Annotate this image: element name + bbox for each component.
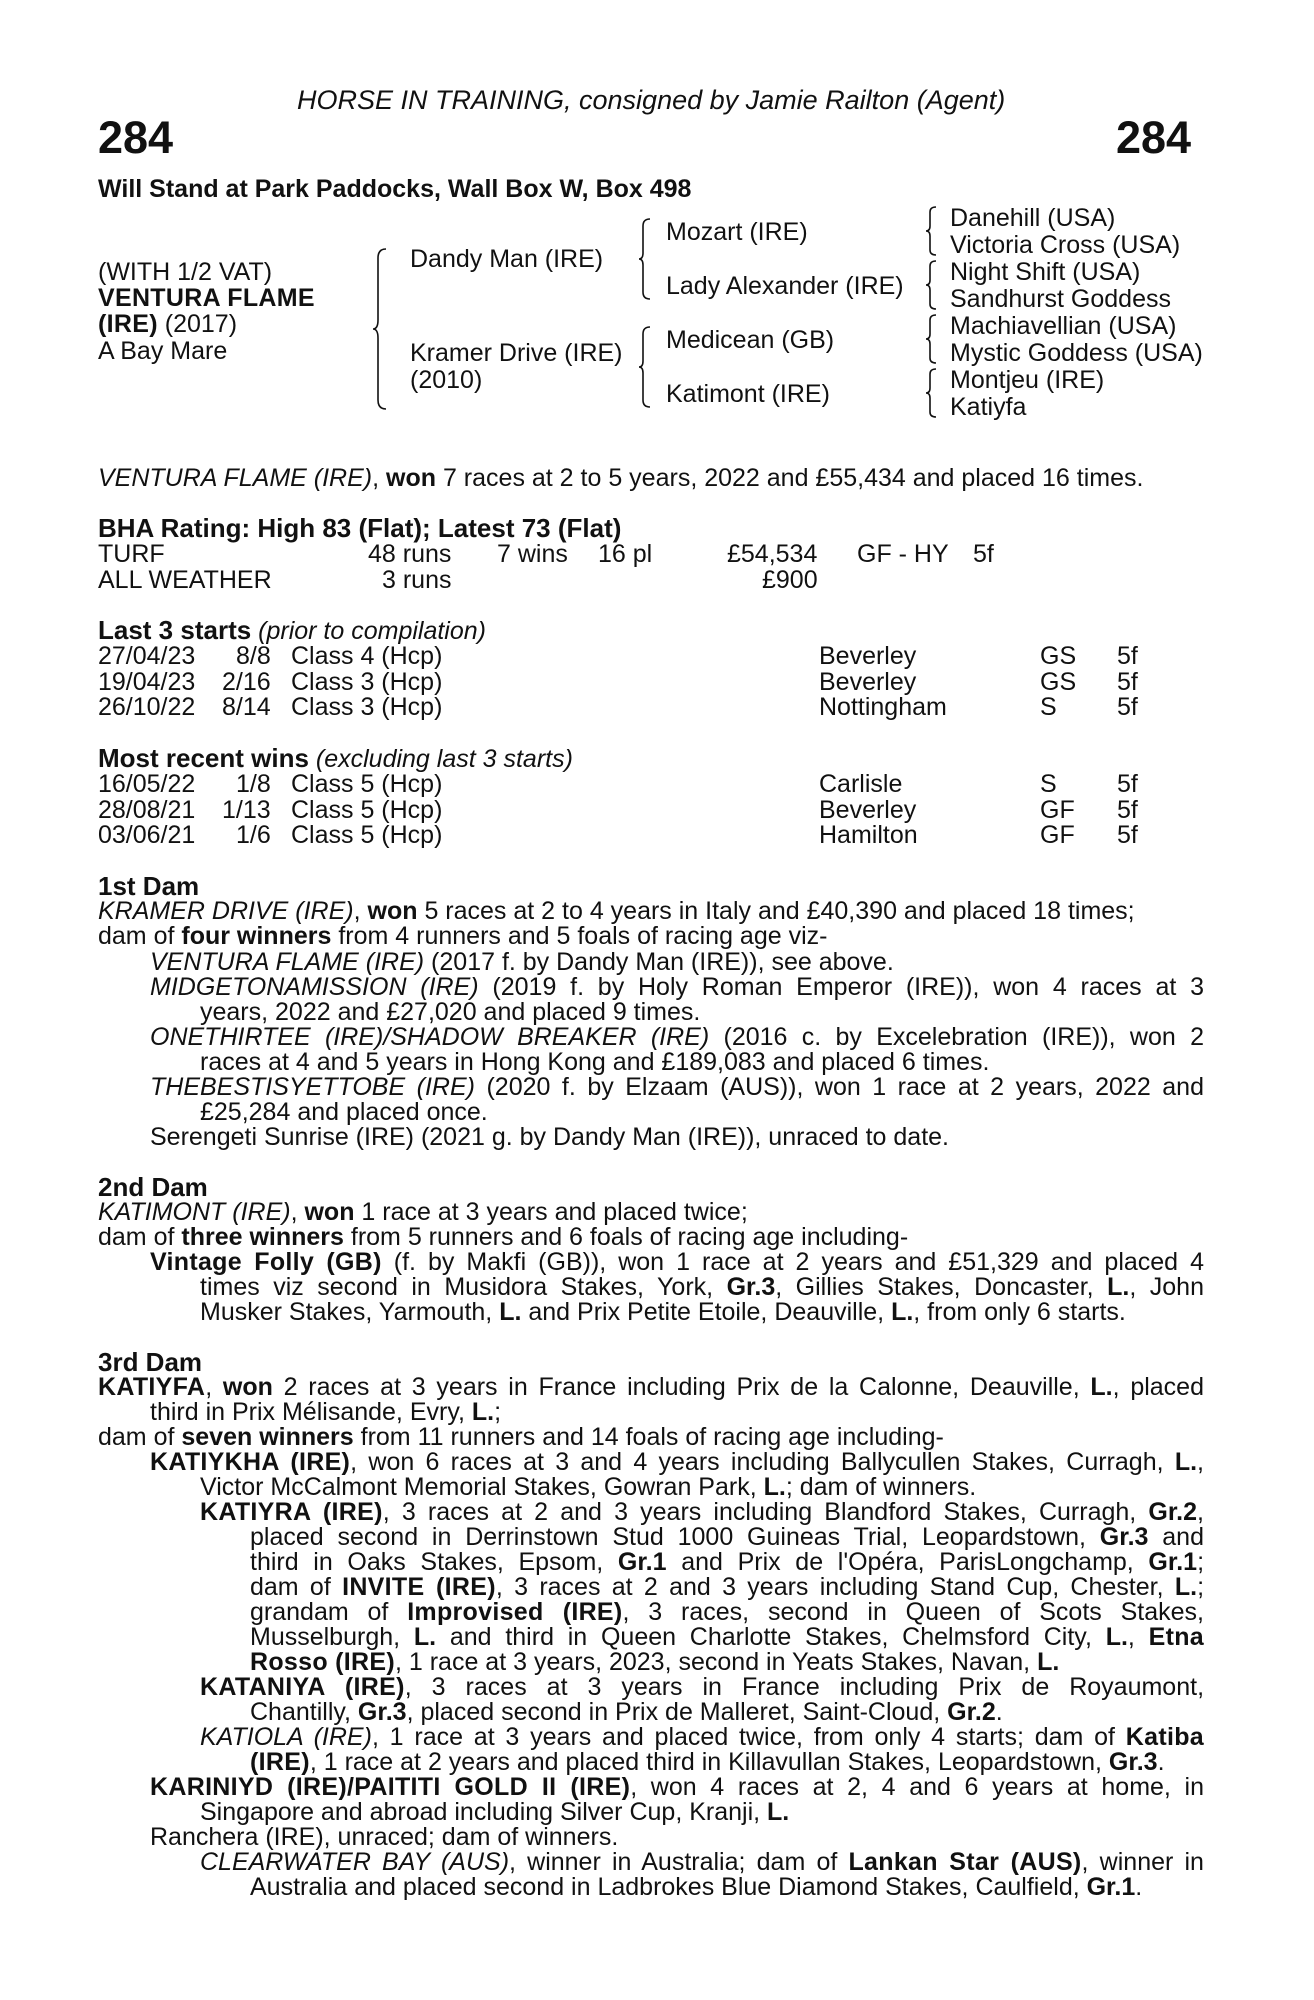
text: , 3 races at 2 and 3 years including Stand Cup, Chester,: [495, 1573, 1175, 1601]
grand-offspring-continuation: [250, 1574, 1204, 1600]
ds-sire: Machiavellian (USA): [950, 312, 1177, 340]
text: dam of: [98, 1423, 182, 1451]
second-dam-produce: [98, 1224, 908, 1250]
start-position: 8/14: [222, 693, 271, 721]
offspring-name: VENTURA FLAME (IRE): [150, 948, 425, 976]
offspring-record: (f. by Makfi (GB)), won 1 race at 2 years and £51,329 and placed 4: [381, 1248, 1205, 1276]
recent-wins-title: Most recent wins: [98, 743, 309, 773]
offspring-name: KATIOLA (IRE): [200, 1723, 372, 1751]
grade: Gr.2: [1148, 1498, 1198, 1526]
winners-count: seven winners: [181, 1423, 354, 1451]
text: , 1 race at 3 years, 2023, second in Yeats Stakes, Navan,: [394, 1648, 1038, 1676]
win-going: S: [1040, 770, 1057, 798]
start-class: Class 4 (Hcp): [291, 642, 443, 670]
text: dam of: [250, 1573, 343, 1601]
offspring-name: MIDGETONAMISSION (IRE): [150, 973, 479, 1001]
grand-offspring-entry: [200, 1724, 1204, 1750]
offspring-name: Etna: [1148, 1623, 1204, 1651]
offspring-entry: [150, 974, 1204, 1000]
dam-name: KATIMONT (IRE): [98, 1198, 291, 1226]
offspring-name: ONETHIRTEE (IRE)/SHADOW BREAKER (IRE): [150, 1023, 710, 1051]
text: and third in Queen Charlotte Stakes, Chelmsford City,: [436, 1623, 1106, 1651]
first-dam-line: KRAMER DRIVE (IRE), won 5 races at 2 to 4 years in Italy and £40,390 and placed 18 times;: [98, 897, 1135, 925]
text: .: [995, 1698, 1003, 1726]
grade: Gr.3: [726, 1273, 776, 1301]
offspring-entry: [150, 1074, 1204, 1100]
text: , 3 races, second in Queen of Scots Stakes,: [622, 1598, 1204, 1626]
brace-dam: [638, 326, 652, 408]
text: , Gillies Stakes, Doncaster,: [775, 1273, 1108, 1301]
turf-runs: 48 runs: [368, 540, 452, 568]
start-course: Beverley: [819, 668, 917, 696]
listed: L.: [1037, 1648, 1060, 1676]
listed: L.: [1174, 1448, 1198, 1476]
summary-horse-name: VENTURA FLAME (IRE): [98, 464, 373, 492]
last-starts-heading: [98, 617, 486, 644]
win-distance: 5f: [1117, 770, 1138, 798]
start-going: GS: [1040, 668, 1077, 696]
won-label: won: [222, 1373, 273, 1401]
start-going: GS: [1040, 642, 1077, 670]
text: , won 4 races at 2, 4 and 6 years at home, in: [630, 1773, 1204, 1801]
offspring-continuation: races at 4 and 5 years in Hong Kong and £189,083 and placed 6 times.: [200, 1048, 990, 1076]
offspring-continuation: years, 2022 and £27,020 and placed 9 times.: [200, 998, 701, 1026]
start-distance: 5f: [1117, 693, 1138, 721]
horse-origin: (IRE): [98, 310, 158, 338]
dd-sire: Montjeu (IRE): [950, 366, 1105, 394]
win-distance: 5f: [1117, 821, 1138, 849]
grand-offspring-continuation: [250, 1549, 1204, 1575]
lot-number-right: 284: [1116, 112, 1192, 163]
text: ;: [1197, 1548, 1205, 1576]
grand-offspring-continuation: [250, 1599, 1204, 1625]
listed: L.: [1107, 1273, 1130, 1301]
grand-offspring-continuation: [250, 1874, 1142, 1900]
text: ,: [1127, 1623, 1149, 1651]
recent-wins-heading: [98, 745, 573, 772]
win-distance: 5f: [1117, 796, 1138, 824]
win-class: Class 5 (Hcp): [291, 821, 443, 849]
start-position: 2/16: [222, 668, 271, 696]
offspring-name: KATANIYA (IRE): [200, 1673, 405, 1701]
text: .: [1135, 1873, 1143, 1901]
offspring-record: (2019 f. by Holy Roman Emperor (IRE)), won 4 races at 3: [478, 973, 1204, 1001]
text: , winner in Australia; dam of: [509, 1848, 849, 1876]
start-distance: 5f: [1117, 642, 1138, 670]
first-dam-heading: 1st Dam: [98, 871, 200, 901]
offspring-entry: [150, 1024, 1204, 1050]
brace-ds: [925, 314, 938, 364]
brace-sire: [638, 218, 652, 300]
start-date: 27/04/23: [98, 642, 196, 670]
start-class: Class 3 (Hcp): [291, 668, 443, 696]
text: placed second in Derrinstown Stud 1000 Guineas Trial, Leopardstown,: [250, 1523, 1100, 1551]
win-class: Class 5 (Hcp): [291, 770, 443, 798]
offspring-name: Vintage Folly (GB): [150, 1248, 382, 1276]
win-class: Class 5 (Hcp): [291, 796, 443, 824]
text: , placed second in Prix de Malleret, Saint-Cloud,: [406, 1698, 948, 1726]
offspring-name: INVITE (IRE): [342, 1573, 496, 1601]
lot-number-left: 284: [98, 112, 174, 163]
turf-prize: £54,534: [727, 540, 818, 568]
text: , placed: [1112, 1373, 1204, 1401]
text: Musker Stakes, Yarmouth,: [200, 1298, 500, 1326]
offspring-entry: [150, 1774, 1204, 1800]
brace-dd: [925, 368, 938, 418]
sd-dam: Sandhurst Goddess: [950, 285, 1171, 313]
grand-offspring-continuation: [250, 1699, 1003, 1725]
grade: Gr.3: [1108, 1748, 1158, 1776]
start-course: Beverley: [819, 642, 917, 670]
offspring-name: (IRE): [250, 1748, 310, 1776]
brace-sd: [925, 260, 938, 310]
win-going: GF: [1040, 821, 1075, 849]
text: third in Oaks Stakes, Epsom,: [250, 1548, 618, 1576]
sire-dam: Lady Alexander (IRE): [666, 272, 904, 300]
sire-name: Dandy Man (IRE): [410, 245, 604, 273]
dam-record: 5 races at 2 to 4 years in Italy and £40,390 and placed 18 times;: [417, 897, 1135, 925]
win-position: 1/6: [236, 821, 271, 849]
aw-label: ALL WEATHER: [98, 566, 272, 594]
recent-wins-note: (excluding last 3 starts): [308, 745, 573, 773]
grade: Gr.2: [947, 1698, 996, 1726]
offspring-name: Lankan Star (AUS): [848, 1848, 1082, 1876]
listed: L.: [471, 1398, 495, 1426]
third-dam-line: KATIYFA, won 2 races at 3 years in France including Prix de la Calonne, Deauville, L., placed: [98, 1373, 1204, 1401]
offspring-continuation: [200, 1474, 976, 1500]
text: , from only 6 starts.: [913, 1298, 1126, 1326]
text: , 1 race at 2 years and placed third in Killavullan Stakes, Leopardstown,: [309, 1748, 1109, 1776]
offspring-name: KATIYRA (IRE): [200, 1498, 383, 1526]
text: , winner in: [1081, 1848, 1204, 1876]
offspring-name: Rosso (IRE): [250, 1648, 395, 1676]
third-dam-heading: 3rd Dam: [98, 1347, 203, 1377]
win-date: 28/08/21: [98, 796, 196, 824]
offspring-name: THEBESTISYETTOBE (IRE): [150, 1073, 475, 1101]
horse-name: VENTURA FLAME: [98, 284, 315, 312]
last-starts-note: (prior to compilation): [251, 617, 486, 645]
winners-count: four winners: [181, 922, 332, 950]
listed: L.: [767, 1798, 790, 1826]
text: Victor McCalmont Memorial Stakes, Gowran Park,: [200, 1473, 764, 1501]
ds-dam: Mystic Goddess (USA): [950, 339, 1203, 367]
win-date: 03/06/21: [98, 821, 196, 849]
consignment-line: HORSE IN TRAINING, consigned by Jamie Railton (Agent): [297, 85, 1006, 115]
text: dam of: [98, 922, 182, 950]
dam-name: Kramer Drive (IRE): [410, 339, 623, 367]
listed: L.: [1105, 1623, 1128, 1651]
winners-count: three winners: [181, 1223, 344, 1251]
text: and: [1148, 1523, 1204, 1551]
listed: L.: [413, 1623, 437, 1651]
grade: Gr.3: [1099, 1523, 1149, 1551]
summary-text: 7 races at 2 to 5 years, 2022 and £55,434 and placed 16 times.: [436, 464, 1144, 492]
offspring-entry: Serengeti Sunrise (IRE) (2021 g. by Dandy Man (IRE)), unraced to date.: [150, 1123, 949, 1151]
ss-sire: Danehill (USA): [950, 204, 1116, 232]
horse-description: A Bay Mare: [98, 337, 228, 365]
listed: L.: [499, 1298, 522, 1326]
grade: Gr.1: [1148, 1548, 1198, 1576]
text: ,: [1197, 1448, 1204, 1476]
text: , 1 race at 3 years and placed twice, from only 4 starts; dam of: [371, 1723, 1126, 1751]
dam-record: 1 race at 3 years and placed twice;: [354, 1198, 748, 1226]
text: and Prix de l'Opéra, ParisLongchamp,: [666, 1548, 1149, 1576]
offspring-record: (2017 f. by Dandy Man (IRE)), see above.: [424, 948, 894, 976]
horse-name-line2: [98, 311, 237, 337]
listed: L.: [1090, 1373, 1113, 1401]
text: , John: [1129, 1273, 1204, 1301]
text: , 3 races at 3 years in France including Prix de Royaumont,: [404, 1673, 1205, 1701]
grand-offspring-entry: [200, 1499, 1204, 1525]
offspring-continuation: [200, 1799, 789, 1825]
grade: Gr.1: [617, 1548, 667, 1576]
dam-sire: Medicean (GB): [666, 326, 835, 354]
offspring-entry: Ranchera (IRE), unraced; dam of winners.: [150, 1823, 619, 1851]
won-label: won: [304, 1198, 355, 1226]
third-dam-produce: [98, 1424, 944, 1450]
text: ;: [1197, 1573, 1205, 1601]
brace-main: [372, 248, 388, 410]
turf-label: TURF: [98, 540, 165, 568]
won-label: won: [367, 897, 418, 925]
grade: Gr.3: [357, 1698, 407, 1726]
text: third in Prix Mélisande, Evry,: [150, 1398, 472, 1426]
start-course: Nottingham: [819, 693, 947, 721]
aw-runs: 3 runs: [382, 566, 452, 594]
offspring-entry: [150, 949, 894, 975]
stabling-info: Will Stand at Park Paddocks, Wall Box W, Box 498: [98, 175, 692, 203]
text: times viz second in Musidora Stakes, York,: [200, 1273, 727, 1301]
offspring-record: (2016 c. by Excelebration (IRE)), won 2: [709, 1023, 1204, 1051]
offspring-continuation: [200, 1299, 1126, 1325]
start-class: Class 3 (Hcp): [291, 693, 443, 721]
text: Chantilly,: [250, 1698, 358, 1726]
ss-dam: Victoria Cross (USA): [950, 231, 1181, 259]
brace-ss: [925, 206, 938, 256]
win-position: 1/8: [236, 770, 271, 798]
grand-offspring-continuation: [250, 1649, 1059, 1675]
bha-rating: BHA Rating: High 83 (Flat); Latest 73 (Flat): [98, 513, 622, 543]
text: 2 races at 3 years in France including Prix de la Calonne, Deauville,: [272, 1373, 1091, 1401]
start-distance: 5f: [1117, 668, 1138, 696]
grade: Gr.1: [1086, 1873, 1136, 1901]
first-dam-produce: [98, 923, 827, 949]
dam-name: KATIYFA: [98, 1373, 206, 1401]
turf-going: GF - HY: [857, 540, 949, 568]
win-course: Carlisle: [819, 770, 903, 798]
offspring-continuation: [200, 1274, 1204, 1300]
sire-sire: Mozart (IRE): [666, 218, 808, 246]
text: .: [1157, 1748, 1165, 1776]
text: Australia and placed second in Ladbrokes Blue Diamond Stakes, Caulfield,: [250, 1873, 1087, 1901]
win-position: 1/13: [222, 796, 271, 824]
vat-note: (WITH 1/2 VAT): [98, 258, 273, 286]
turf-wins: 7 wins: [497, 540, 568, 568]
offspring-name: Katiba: [1125, 1723, 1204, 1751]
grand-offspring-entry: [200, 1674, 1204, 1700]
last-starts-title: Last 3 starts: [98, 615, 252, 645]
second-dam-heading: 2nd Dam: [98, 1172, 208, 1202]
sd-sire: Night Shift (USA): [950, 258, 1141, 286]
offspring-record: (2020 f. by Elzaam (AUS)), won 1 race at 2 years, 2022 and: [474, 1073, 1204, 1101]
start-date: 26/10/22: [98, 693, 196, 721]
horse-year: (2017): [157, 310, 238, 338]
listed: L.: [1174, 1573, 1198, 1601]
start-date: 19/04/23: [98, 668, 196, 696]
second-dam-line: KATIMONT (IRE), won 1 race at 3 years and placed twice;: [98, 1198, 748, 1226]
text: ,: [1197, 1498, 1204, 1526]
offspring-name: KARINIYD (IRE)/PAITITI GOLD II (IRE): [150, 1773, 631, 1801]
offspring-name: CLEARWATER BAY (AUS): [200, 1848, 510, 1876]
text: dam of: [98, 1223, 182, 1251]
text: ;: [494, 1398, 502, 1426]
text: Musselburgh,: [250, 1623, 414, 1651]
listed: L.: [763, 1473, 786, 1501]
grand-offspring-entry: [200, 1849, 1204, 1875]
text: , 3 races at 2 and 3 years including Blandford Stakes, Curragh,: [382, 1498, 1149, 1526]
aw-prize: £900: [762, 566, 818, 594]
text: , won 6 races at 3 and 4 years including Ballycullen Stakes, Curragh,: [350, 1448, 1175, 1476]
text: from 11 runners and 14 foals of racing age including-: [353, 1423, 944, 1451]
summary-won: won: [386, 464, 437, 492]
win-date: 16/05/22: [98, 770, 196, 798]
grand-offspring-continuation: [250, 1624, 1204, 1650]
grand-offspring-continuation: [250, 1524, 1204, 1550]
start-going: S: [1040, 693, 1057, 721]
dam-year: (2010): [410, 366, 483, 394]
offspring-entry: [150, 1449, 1204, 1475]
turf-distance: 5f: [973, 540, 994, 568]
text: Singapore and abroad including Silver Cup, Kranji,: [200, 1798, 768, 1826]
offspring-name: KATIYKHA (IRE): [150, 1448, 351, 1476]
win-course: Hamilton: [819, 821, 918, 849]
offspring-entry: [150, 1249, 1204, 1275]
race-summary: VENTURA FLAME (IRE), won 7 races at 2 to 5 years, 2022 and £55,434 and placed 16 times.: [98, 464, 1144, 492]
dam-name: KRAMER DRIVE (IRE): [98, 897, 354, 925]
text: from 4 runners and 5 foals of racing age viz-: [331, 922, 828, 950]
dd-dam: Katiyfa: [950, 393, 1027, 421]
third-dam-continuation: [150, 1399, 501, 1425]
win-going: GF: [1040, 796, 1075, 824]
text: from 5 runners and 6 foals of racing age including-: [343, 1223, 909, 1251]
turf-placed: 16 pl: [598, 540, 653, 568]
dam-dam: Katimont (IRE): [666, 380, 830, 408]
win-course: Beverley: [819, 796, 917, 824]
offspring-continuation: £25,284 and placed once.: [200, 1098, 488, 1126]
offspring-name: Improvised (IRE): [407, 1598, 623, 1626]
start-position: 8/8: [236, 642, 271, 670]
text: grandam of: [250, 1598, 408, 1626]
grand-offspring-continuation: [250, 1749, 1165, 1775]
listed: L.: [891, 1298, 914, 1326]
text: and Prix Petite Etoile, Deauville,: [521, 1298, 892, 1326]
text: ; dam of winners.: [785, 1473, 977, 1501]
